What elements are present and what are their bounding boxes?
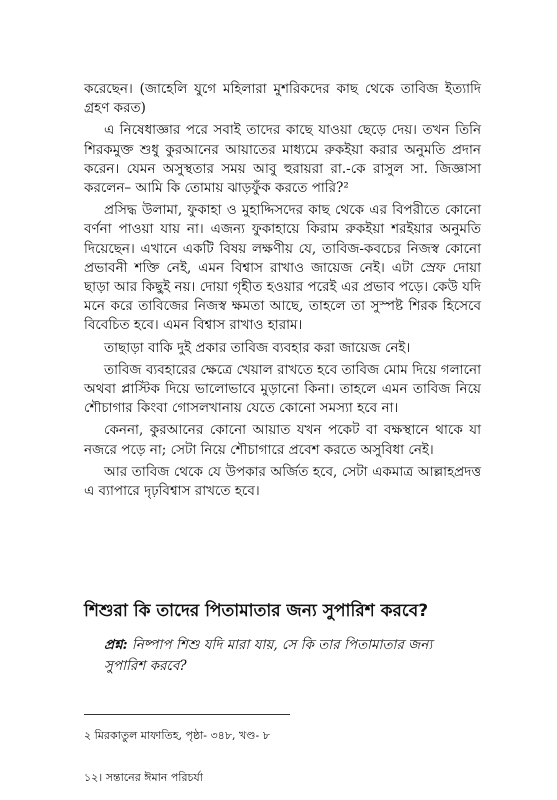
page-footer: ১২। সন্তানের ঈমান পরিচর্যা xyxy=(84,771,203,784)
paragraph-5: তাবিজ ব্যবহারের ক্ষেত্রে খেয়াল রাখতে হবে তাবিজ মোম দিয়ে গলানো অথবা প্লাস্টিক দিয়ে ভালোভাবে মুড়ানো কিনা। তাহলে এমন তাবিজ নিয়ে শৌচাগার কিংবা গোসলখানায় যেতে কোনো সমস্যা হবে না। xyxy=(84,361,481,417)
footnote: ২ মিরকাতুল মাফাতিহ, পৃষ্ঠা- ৩৪৮, খণ্ড- ৮ xyxy=(84,729,270,742)
section-heading: শিশুরা কি তাদের পিতামাতার জন্য সুপারিশ করবে? xyxy=(84,601,429,621)
paragraph-1: করেছেন। (জাহেলি যুগে মহিলারা মুশরিকদের কাছ থেকে তাবিজ ইত্যাদি গ্রহণ করত) xyxy=(84,81,481,117)
footnote-divider xyxy=(84,714,290,715)
paragraph-6: কেননা, কুরআনের কোনো আয়াত যখন পকেট বা বক্ষস্থানে থাকে যা নজরে পড়ে না; সেটা নিয়ে শৌচাগারে প্রবেশ করতে অসুবিধা নেই। xyxy=(84,422,481,458)
paragraph-2: এ নিষেধাজ্ঞার পরে সবাই তাদের কাছে যাওয়া ছেড়ে দেয়। তখন তিনি শিরকমুক্ত শুধু কুরআনের আয়াতের মাধ্যমে রুকইয়া করার অনুমতি প্রদান করেন। যেমন অসুস্থতার সময় আবু হুরায়রা রা.-কে রাসুল সা. জিজ্ঞাসা করলেন– আমি কি তোমায় ঝাড়ফুঁক করতে পারি?² xyxy=(84,122,481,197)
question-block xyxy=(104,635,476,677)
question-text: নিষ্পাপ শিশু যদি মারা যায়, সে কি তার পিতামাতার জন্য সুপারিশ করবে? xyxy=(104,637,433,674)
question-label: প্রশ্ন: xyxy=(104,637,128,653)
paragraph-4: তাছাড়া বাকি দুই প্রকার তাবিজ ব্যবহার করা জায়েজ নেই। xyxy=(104,339,411,356)
paragraph-7: আর তাবিজ থেকে যে উপকার অর্জিত হবে, সেটা একমাত্র আল্লাহপ্রদত্ত এ ব্যাপারে দৃঢ়বিশ্বাস রাখতে হবে। xyxy=(84,463,481,500)
body-text xyxy=(84,80,481,504)
paragraph-3: প্রসিদ্ধ উলামা, ফুকাহা ও মুহাদ্দিসদের কাছ থেকে এর বিপরীতে কোনো বর্ণনা পাওয়া যায় না। এজন্য ফুকাহায়ে কিরাম রুকইয়া শরইয়ার অনুমতি দিয়েছেন। এখানে একটি বিষয় লক্ষণীয় যে, তাবিজ-কবচের নিজস্ব কোনো প্রভাবনী শক্তি নেই, এমন বিশ্বাস রাখাও জায়েজ নেই। এটা স্রেফ দোয়া ছাড়া আর কিছুই নয়। দোয়া গৃহীত হওয়ার পরেই এর প্রভাব পড়ে। কেউ যদি মনে করে তাবিজের নিজস্ব ক্ষমতা আছে, তাহলে তা সুস্পষ্ট শিরক হিসেবে বিবেচিত হবে। এমন বিশ্বাস রাখাও হারাম। xyxy=(84,202,481,334)
